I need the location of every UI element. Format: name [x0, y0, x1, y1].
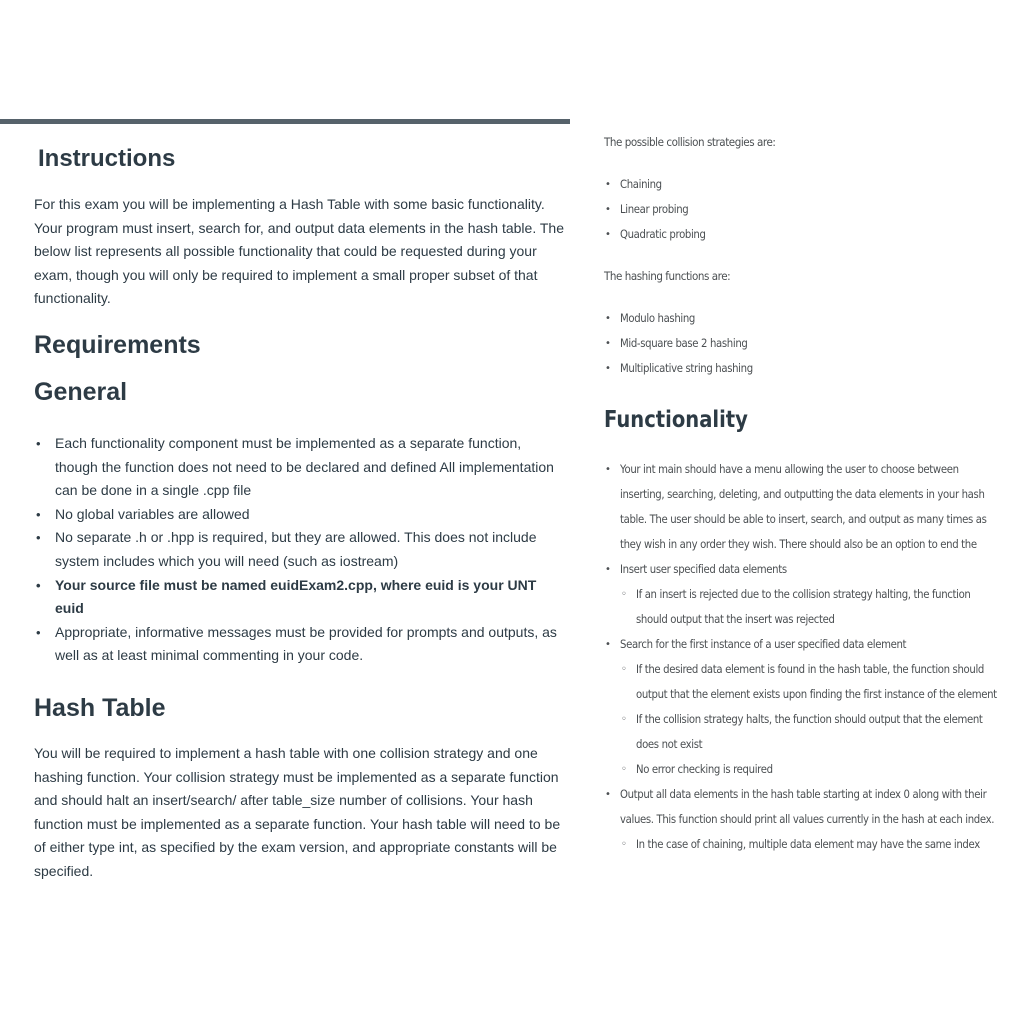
list-item: • No global variables are allowed	[55, 503, 564, 527]
list-item-text: If an insert is rejected due to the collision strategy halting, the function should output that the insert was rejected	[636, 587, 971, 626]
hashing-intro: The hashing functions are:	[604, 269, 731, 283]
sub-list-item	[636, 657, 1004, 707]
list-item-text: Quadratic probing	[620, 227, 706, 241]
functionality-heading: Functionality	[604, 407, 748, 433]
sub-list-item	[636, 582, 1004, 632]
list-item	[620, 632, 1004, 782]
list-item	[620, 197, 1004, 222]
list-item-text: In the case of chaining, multiple data element may have the same index	[636, 837, 980, 851]
list-item-text: Output all data elements in the hash table starting at index 0 along with their values. This function should print all values currently in the hash at each index.	[620, 787, 995, 826]
list-item: • Your source file must be named euidExam2.cpp, where euid is your UNT euid	[55, 574, 564, 621]
requirements-heading: Requirements	[34, 330, 201, 359]
right-column	[604, 130, 1004, 857]
list-item-text: Chaining	[620, 177, 662, 191]
header-divider	[0, 119, 570, 124]
collision-intro: The possible collision strategies are:	[604, 135, 776, 149]
list-item: • Appropriate, informative messages must be provided for prompts and outputs, as well as at least minimal commenting in your code.	[55, 621, 564, 668]
list-item-text: Search for the first instance of a user specified data element	[620, 637, 907, 651]
general-heading: General	[34, 377, 128, 406]
hashing-list	[604, 306, 1004, 381]
hash-table-heading: Hash Table	[34, 693, 166, 722]
list-item-text: Insert user specified data elements	[620, 562, 787, 576]
sub-list	[620, 582, 1004, 632]
list-item-text: Linear probing	[620, 202, 689, 216]
list-item-text: No error checking is required	[636, 762, 773, 776]
list-item	[620, 457, 1004, 557]
list-item-text: Mid-square base 2 hashing	[620, 336, 748, 350]
list-item-text: Your int main should have a menu allowing the user to choose between inserting, searching, deleting, and outputting the data elements in your hash table. The user should be able to insert, search, and output as many times as they wish in any order they wish. There should also be an option to end the	[620, 462, 987, 551]
hash-table-paragraph: You will be required to implement a hash table with one collision strategy and one hashing function. Your collision strategy must be implemented as a separate function and should halt an insert/search/ after table_size number of collisions. Your hash function must be implemented as a separate function. Your hash table will need to be of either type int, as specified by the exam version, and appropriate constants will be specified.	[34, 744, 561, 879]
sub-list-item	[636, 832, 1004, 857]
sub-list-item	[636, 707, 1004, 757]
list-item-text: Modulo hashing	[620, 311, 696, 325]
collision-list	[604, 172, 1004, 247]
list-item	[620, 356, 1004, 381]
sub-list	[620, 832, 1004, 857]
list-item	[620, 306, 1004, 331]
instructions-paragraph: For this exam you will be implementing a Hash Table with some basic functionality. Your program must insert, search for, and output data elements in the hash table. The below list represents all possible functionality that could be requested during your exam, though you will only be required to implement a small proper subset of that functionality.	[34, 196, 564, 307]
list-item	[620, 172, 1004, 197]
instructions-heading: Instructions	[38, 145, 176, 172]
list-item-text: Multiplicative string hashing	[620, 361, 753, 375]
list-item: • No separate .h or .hpp is required, but they are allowed. This does not include system includes which you will need (such as iostream)	[55, 526, 564, 573]
list-item-text: If the collision strategy halts, the function should output that the element does not exist	[636, 712, 983, 751]
list-item	[620, 557, 1004, 632]
functionality-list	[604, 457, 1004, 857]
list-item	[620, 782, 1004, 857]
sub-list	[620, 657, 1004, 782]
list-item: • Each functionality component must be implemented as a separate function, though the function does not need to be declared and defined All implementation can be done in a single .cpp file	[55, 432, 564, 503]
left-column	[34, 128, 564, 883]
list-item-text: If the desired data element is found in the hash table, the function should output that the element exists upon finding the first instance of the element	[636, 662, 997, 701]
list-item	[620, 222, 1004, 247]
sub-list-item	[636, 757, 1004, 782]
general-list	[34, 432, 564, 668]
list-item	[620, 331, 1004, 356]
